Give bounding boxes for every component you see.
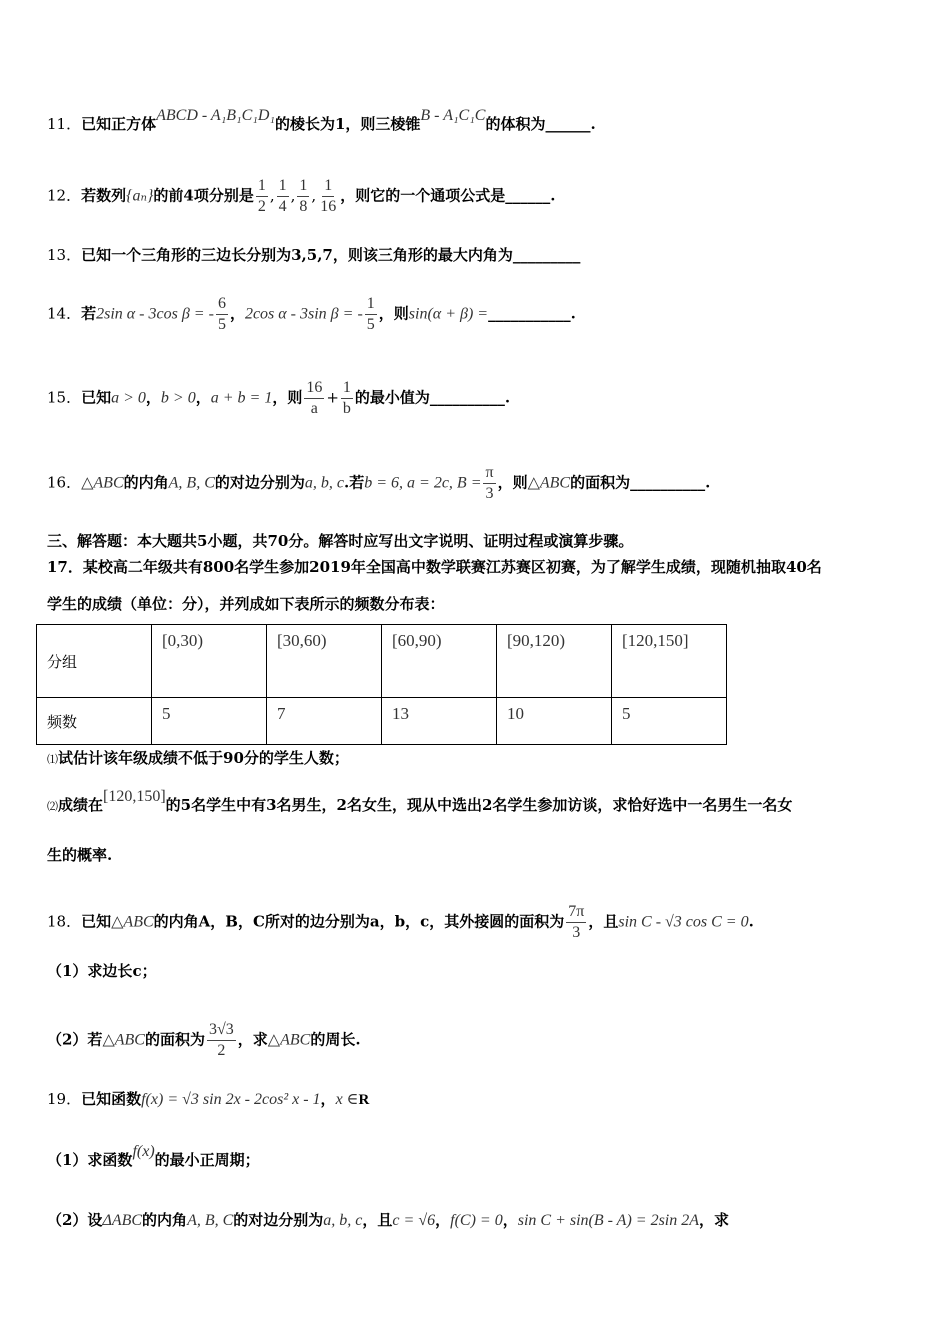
q19-part-2-comma-2: ， xyxy=(502,1211,518,1229)
q16-math-sides: a, b, c xyxy=(304,474,344,492)
table-header-count: 频数 xyxy=(37,698,152,745)
q17-part-1 xyxy=(47,748,349,770)
q15-comma-1: ， xyxy=(145,388,161,407)
question-18 xyxy=(47,902,754,943)
q17-part-2-post: 的5名学生中有3名男生，2名女生，现从中选出2名学生参加访谈，求恰好选中一名男生一名女 xyxy=(165,796,793,814)
q16-math-triangle: △ABC xyxy=(81,474,124,492)
q18-part-2-post: 的周长. xyxy=(310,1030,361,1049)
question-14 xyxy=(47,294,576,335)
question-11 xyxy=(47,107,596,135)
q11-text-mid: 的棱长为1，则三棱锥 xyxy=(274,115,421,133)
q13-text: 已知一个三角形的三边长分别为3,5,7，则该三角形的最大内角为_________ xyxy=(81,246,581,264)
q17-part-2-math: [120,150] xyxy=(103,788,166,805)
q13-number: 13． xyxy=(47,246,82,264)
q18-math-triangle: △ABC xyxy=(111,913,154,931)
section-3-text: 三、解答题：本大题共5小题，共70分。解答时应写出文字说明、证明过程或演算步骤。 xyxy=(47,532,634,550)
table-cell-group-2: [30,60) xyxy=(267,625,382,698)
q12-text-mid: 的前4项分别是 xyxy=(153,186,254,205)
q14-math-eq2: 2cos α - 3sin β = - xyxy=(244,305,363,323)
q19-part-2-sides: a, b, c xyxy=(323,1212,363,1229)
q12-text-post: ，则它的一个通项公式是______. xyxy=(340,186,556,205)
table-cell-count-2: 7 xyxy=(267,698,382,745)
q17-part-1-mark: ⑴ xyxy=(47,753,58,766)
q14-fraction-1: $\frac{6}{5}$ xyxy=(217,295,226,333)
q14-text-pre: 若 xyxy=(81,304,97,323)
q12-fraction-3: $\frac{1}{8}$ xyxy=(299,177,308,215)
q18-part-2 xyxy=(47,1020,361,1061)
table-cell-group-4: [90,120) xyxy=(497,625,612,698)
q18-part-2-mid: 的面积为 xyxy=(144,1030,205,1049)
q18-period: . xyxy=(748,912,754,931)
q16-number: 16． xyxy=(47,473,82,492)
q18-part-1: （1）求边长c； xyxy=(47,962,157,980)
q15-text-pre: 已知 xyxy=(81,388,112,407)
q19-separator: ， xyxy=(320,1090,336,1108)
q12-fraction-2: $\frac{1}{4}$ xyxy=(278,177,287,215)
q19-part-2-text-3: ，且 xyxy=(362,1211,393,1229)
q19-part-2-text-1: 的内角 xyxy=(142,1211,188,1229)
q18-part-2-pre: （2）若 xyxy=(47,1030,103,1049)
q19-part-2-fc: f(C) = 0 xyxy=(450,1212,503,1229)
q17-line-1: 17．某校高二年级共有800名学生参加2019年全国高中数学联赛江苏赛区初赛，为了解学生成绩，现随机抽取40名 xyxy=(47,558,822,576)
q17-line-2: 学生的成绩（单位：分），并列成如下表所示的频数分布表： xyxy=(47,595,445,613)
q16-text-4: ，则 xyxy=(497,473,528,492)
q15-text-post: 的最小值为__________. xyxy=(354,388,511,407)
table-cell-count-4: 10 xyxy=(497,698,612,745)
q19-part-2-sin-equation: sin C + sin(B - A) = 2sin 2A xyxy=(517,1212,700,1229)
q18-part-2-triangle: △ABC xyxy=(102,1031,145,1049)
q19-part-1-pre: （1）求函数 xyxy=(47,1151,133,1169)
q17-part-1-text: 试估计该年级成绩不低于90分的学生人数； xyxy=(58,749,349,767)
table-cell-group-3: [60,90) xyxy=(382,625,497,698)
q14-text-mid: ，则 xyxy=(378,304,409,323)
q15-number: 15． xyxy=(47,388,82,407)
q11-number: 11． xyxy=(47,115,82,133)
q19-part-2-c-value: c = √6 xyxy=(392,1212,436,1229)
frequency-table xyxy=(36,624,727,745)
table-cell-count-5: 5 xyxy=(612,698,727,745)
q18-fraction: $\frac{7\pi}{3}$ xyxy=(568,903,585,941)
q14-separator: ， xyxy=(229,304,245,323)
question-13 xyxy=(47,245,580,265)
q14-number: 14． xyxy=(47,304,82,323)
q19-part-1 xyxy=(47,1143,260,1171)
q15-plus: + xyxy=(326,388,339,407)
q17-part-2-mark: ⑵ xyxy=(47,800,58,813)
q19-part-2-triangle: ΔABC xyxy=(102,1212,143,1229)
q14-math-eq1: 2sin α - 3cos β = - xyxy=(96,305,214,323)
q18-part-2-triangle-2: △ABC xyxy=(267,1031,311,1049)
question-19 xyxy=(47,1089,369,1110)
q16-math-angles: A, B, C xyxy=(168,474,215,492)
q18-part-2-fraction: $\frac{3√3}{2}$ xyxy=(208,1021,234,1059)
q15-comma-2: ， xyxy=(195,388,211,407)
q18-text-mid2: ，且 xyxy=(588,912,619,931)
q19-part-2-pre: （2）设 xyxy=(47,1211,103,1229)
q14-math-target: sin(α + β) = xyxy=(408,305,489,323)
q17-part-2 xyxy=(47,788,793,817)
q19-part-1-math: f(x) xyxy=(132,1143,155,1160)
q12-text-pre: 若数列 xyxy=(81,186,127,205)
table-row-counts xyxy=(37,698,727,745)
q11-math-cube: ABCD - A₁B₁C₁D₁ xyxy=(156,107,275,124)
q19-text-pre: 已知函数 xyxy=(81,1090,142,1108)
q16-text-post: 的面积为__________. xyxy=(570,473,711,492)
q19-real-set: R xyxy=(358,1092,370,1108)
q17-part-2-continued: 生的概率. xyxy=(47,846,113,864)
q15-text-mid: ，则 xyxy=(272,388,303,407)
q11-text-post: 的体积为______. xyxy=(485,115,596,133)
q19-part-2-comma-1: ， xyxy=(435,1211,451,1229)
q12-number: 12． xyxy=(47,186,82,205)
q14-fraction-2: $\frac{1}{5}$ xyxy=(366,295,375,333)
q12-fraction-4: $\frac{1}{16}$ xyxy=(320,177,337,215)
table-cell-group-1: [0,30) xyxy=(152,625,267,698)
q12-math-seq: {aₙ} xyxy=(126,187,154,205)
q16-math-triangle-2: △ABC xyxy=(527,474,571,492)
table-cell-group-5: [120,150] xyxy=(612,625,727,698)
q18-part-2-mid2: ，求 xyxy=(237,1030,268,1049)
q19-math-domain: x ∈ xyxy=(335,1091,359,1108)
table-cell-count-1: 5 xyxy=(152,698,267,745)
q16-text-1: 的内角 xyxy=(123,473,169,492)
question-16 xyxy=(47,463,710,504)
q15-math-a: a > 0 xyxy=(111,389,146,407)
q18-text-mid: 的内角A，B，C所对的边分别为a，b，c，其外接圆的面积为 xyxy=(153,912,565,931)
q19-number: 19． xyxy=(47,1090,82,1108)
q16-fraction: $\frac{\pi}{3}$ xyxy=(485,464,494,502)
table-header-group: 分组 xyxy=(37,625,152,698)
q18-math-equation: sin C - √3 cos C = 0 xyxy=(618,913,749,931)
q15-fraction-2: $\frac{1}{b}$ xyxy=(342,379,351,417)
q16-math-conditions: b = 6, a = 2c, B = xyxy=(364,474,482,492)
q19-part-2-angles: A, B, C xyxy=(187,1212,234,1229)
q18-number: 18． xyxy=(47,912,82,931)
q11-math-pyramid: B - A₁C₁C xyxy=(420,107,486,124)
q18-text-pre: 已知 xyxy=(81,912,112,931)
section-3-heading xyxy=(47,531,633,551)
q19-part-2 xyxy=(47,1210,729,1231)
q19-part-1-post: 的最小正周期； xyxy=(154,1151,260,1169)
q17-part-2-pre: 成绩在 xyxy=(58,796,104,814)
q15-math-sum: a + b = 1 xyxy=(210,389,273,407)
question-15 xyxy=(47,378,510,419)
table-row-groups xyxy=(37,625,727,698)
q16-text-3: .若 xyxy=(343,473,365,492)
q19-math-function: f(x) = √3 sin 2x - 2cos² x - 1 xyxy=(141,1091,321,1108)
table-cell-count-3: 13 xyxy=(382,698,497,745)
q15-fraction-1: $\frac{16}{a}$ xyxy=(306,379,323,417)
q12-fraction-1: $\frac{1}{2}$ xyxy=(257,177,266,215)
q15-math-b: b > 0 xyxy=(160,389,196,407)
q11-text-pre: 已知正方体 xyxy=(81,115,157,133)
q19-part-2-post: ，求 xyxy=(699,1211,730,1229)
question-12: 12．若数列{aₙ}的前4项分别是 $\frac{1}{2}$ , $\frac{1}{4}$ , $\frac{1}{8}$ , $\frac{1}{16}$ ，则它的一个通项公式是______. xyxy=(47,177,556,215)
q14-text-post: ___________. xyxy=(488,304,576,323)
q16-text-2: 的对边分别为 xyxy=(214,473,305,492)
q19-part-2-text-2: 的对边分别为 xyxy=(233,1211,324,1229)
